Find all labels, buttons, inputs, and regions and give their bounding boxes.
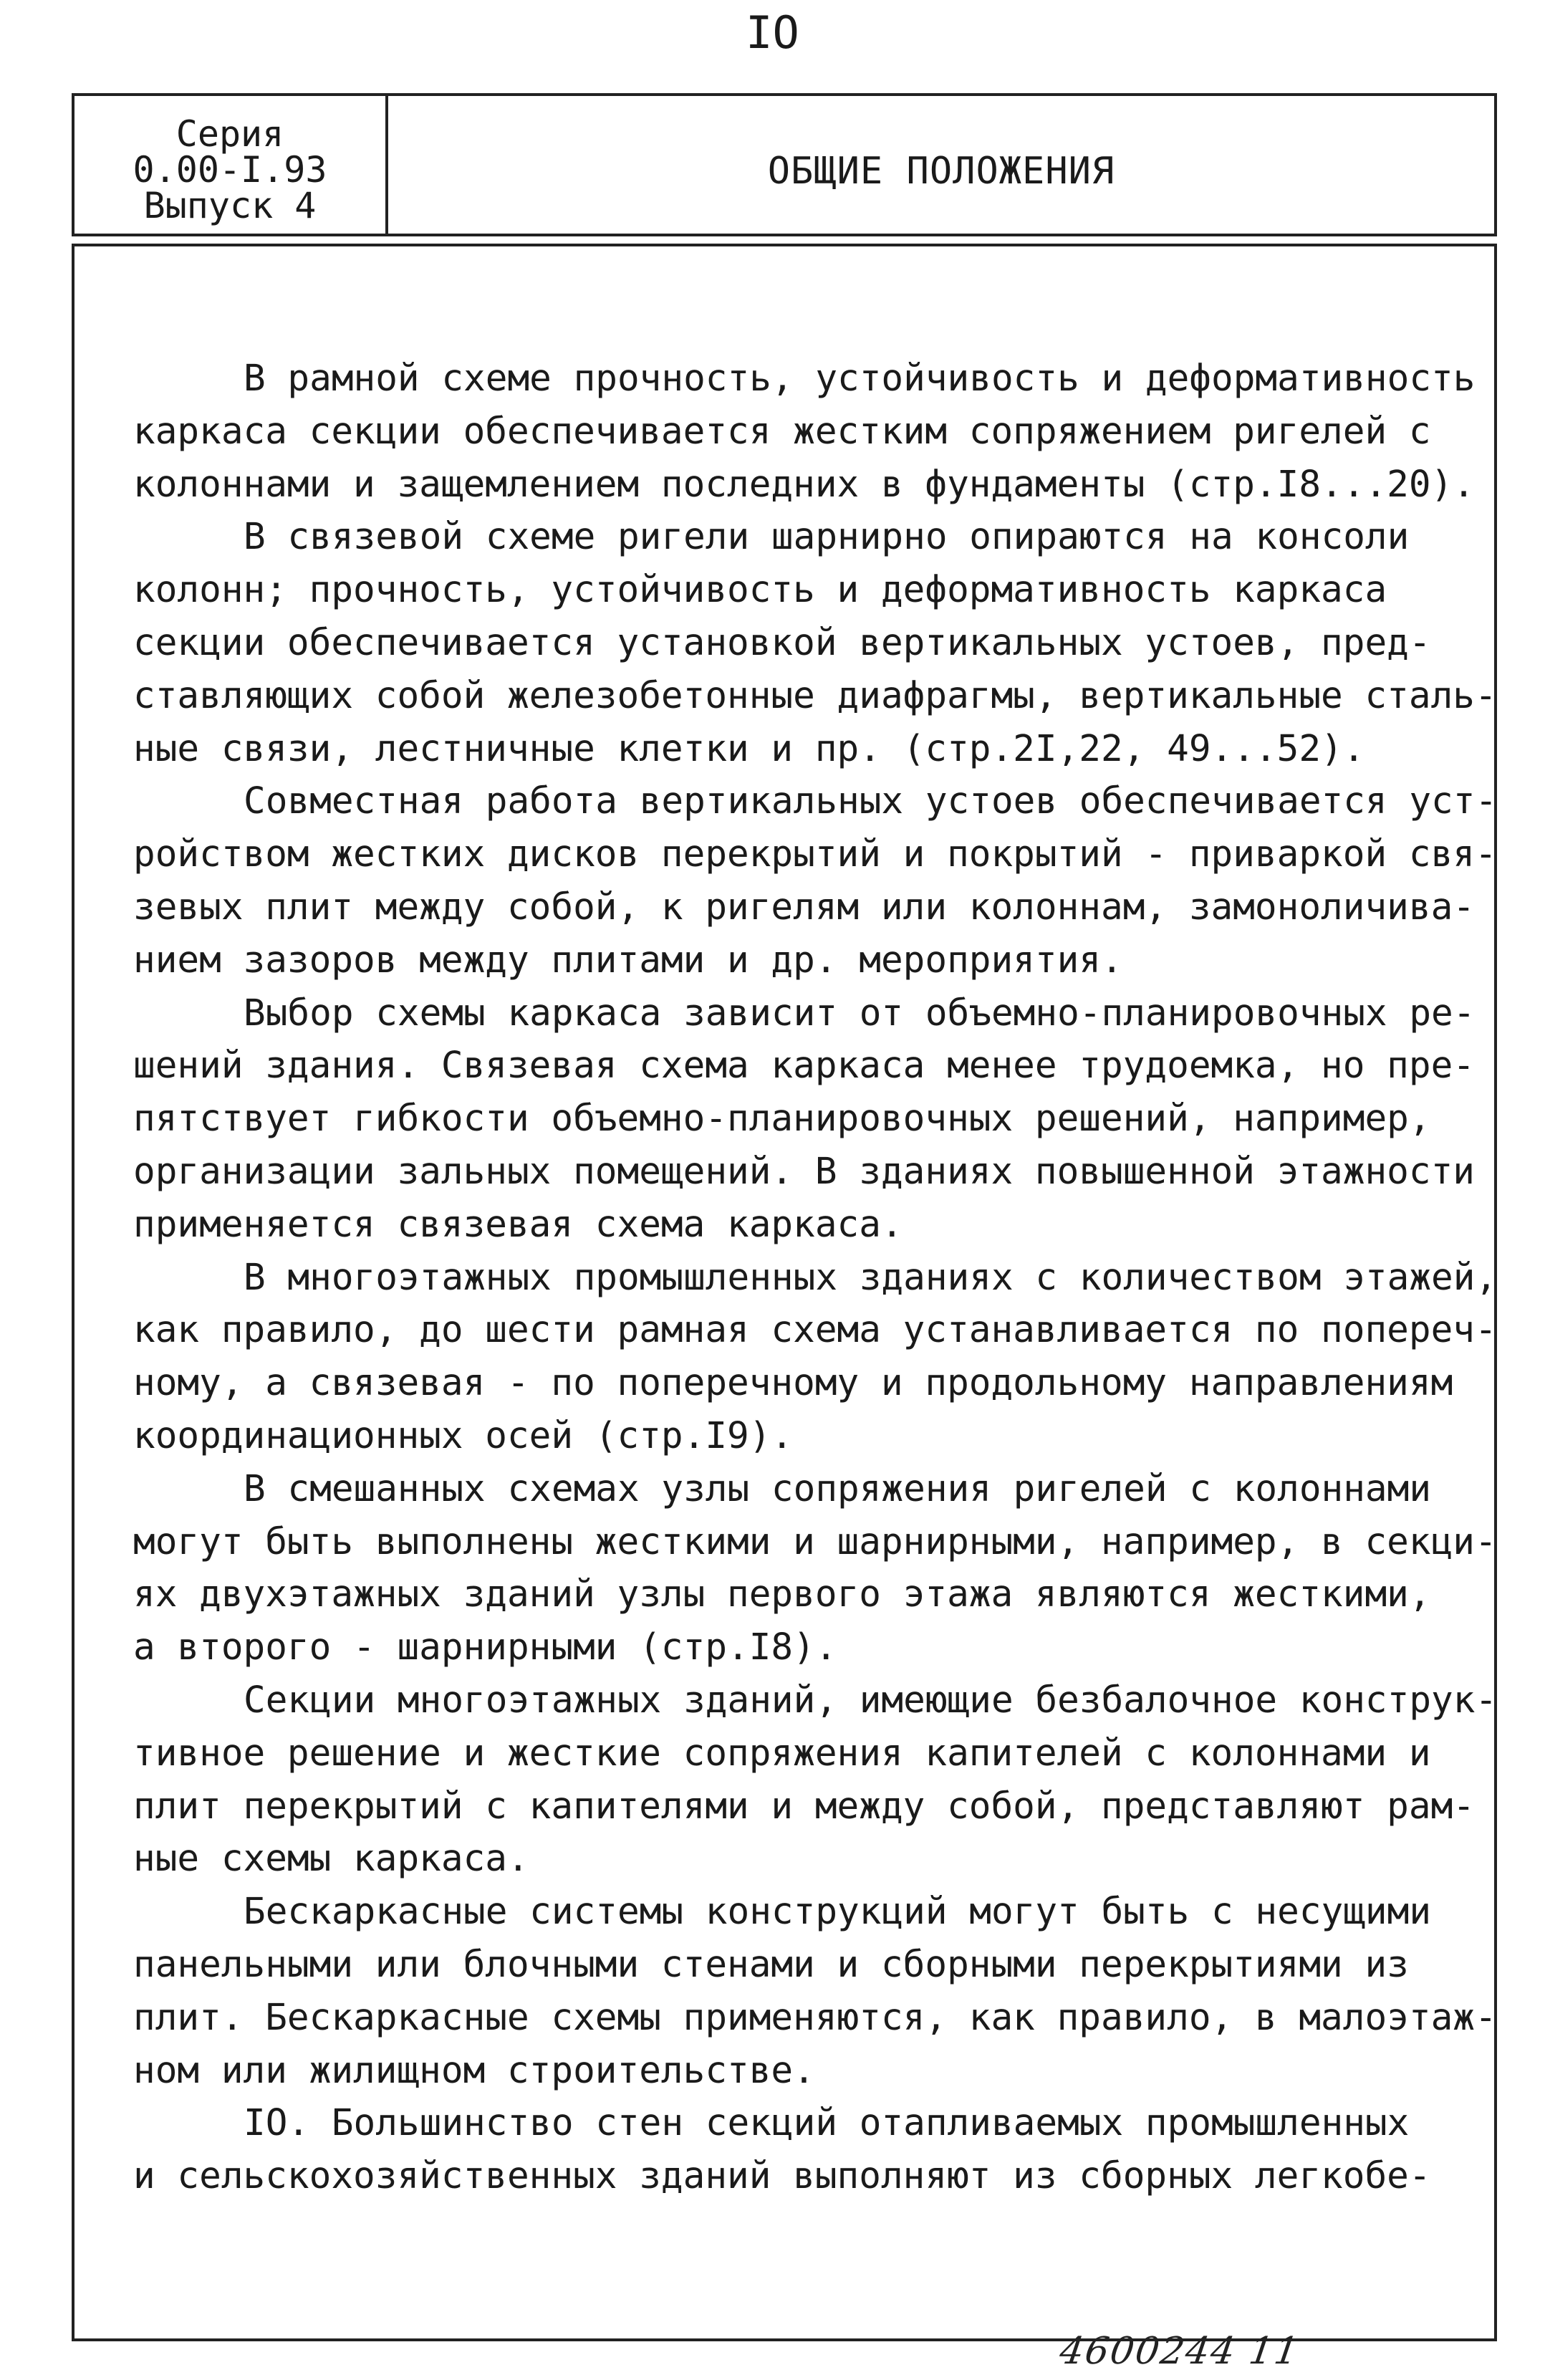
text-line: координационных осей (стр.I9). [133, 1414, 794, 1457]
text-line: ные схемы каркаса. [133, 1838, 529, 1881]
text-line: В связевой схеме ригели шарнирно опираются на консоли [244, 516, 1410, 559]
series-box [74, 96, 388, 234]
text-line: Совместная работа вертикальных устоев обеспечивается уст- [244, 780, 1498, 823]
body-text [133, 352, 1498, 2203]
text-line: организации зальных помещений. В зданиях повышенной этажности [133, 1150, 1475, 1193]
text-line: ном или жилищном строительстве. [133, 2049, 815, 2092]
text-line: и сельскохозяйственных зданий выполняют из сборных легкобе- [133, 2155, 1431, 2198]
issue-label: Выпуск 4 [143, 185, 317, 226]
series-label: Серия [175, 113, 284, 155]
text-line: ях двухэтажных зданий узлы первого этажа являются жесткими, [133, 1573, 1431, 1616]
series-code: 0.00-I.93 [133, 149, 327, 191]
text-line: зевых плит между собой, к ригелям или колоннам, замоноличива- [133, 886, 1475, 929]
text-line: В рамной схеме прочность, устойчивость и деформативность [244, 358, 1476, 400]
page-number: IO [746, 6, 799, 59]
text-line: пятствует гибкости объемно-планировочных решений, например, [133, 1098, 1431, 1141]
text-line: могут быть выполнены жесткими и шарнирными, например, в секци- [133, 1520, 1497, 1563]
text-line: Выбор схемы каркаса зависит от объемно-планировочных ре- [244, 992, 1476, 1035]
archive-stamp: 4600244 11 [1057, 2330, 1303, 2373]
text-line: плит перекрытий с капителями и между собой, представляют рам- [133, 1785, 1475, 1828]
text-line: ные связи, лестничные клетки и пр. (стр.2I,22, 49...52). [133, 727, 1365, 770]
text-line: В многоэтажных промышленных зданиях с количеством этажей, [244, 1256, 1498, 1299]
text-frame [72, 244, 1497, 2341]
text-line: панельными или блочными стенами и сборными перекрытиями из [133, 1943, 1409, 1986]
text-line: ставляющих собой железобетонные диафрагмы, вертикальные сталь- [133, 674, 1497, 717]
text-line: IO. Большинство стен секций отапливаемых промышленных [244, 2102, 1410, 2145]
text-line: шений здания. Связевая схема каркаса менее трудоемка, но пре- [133, 1045, 1475, 1088]
section-title: ОБЩИЕ ПОЛОЖЕНИЯ [767, 150, 1115, 193]
title-block [72, 93, 1497, 236]
text-line: Секции многоэтажных зданий, имеющие безбалочное конструк- [244, 1679, 1498, 1722]
text-line: нием зазоров между плитами и др. мероприятия. [133, 939, 1123, 982]
text-line: В смешанных схемах узлы сопряжения ригелей с колоннами [244, 1467, 1432, 1510]
text-line: применяется связевая схема каркаса. [133, 1203, 903, 1246]
text-line: Бескаркасные системы конструкций могут быть с несущими [244, 1891, 1432, 1934]
text-line: ройством жестких дисков перекрытий и покрытий - приваркой свя- [133, 833, 1497, 876]
text-line: плит. Бескаркасные схемы применяются, как правило, в малоэтаж- [133, 1996, 1497, 2039]
text-line: как правило, до шести рамная схема устанавливается по попереч- [133, 1309, 1497, 1352]
text-line: а второго - шарнирными (стр.I8). [133, 1626, 837, 1669]
text-line: колоннами и защемлением последних в фундаменты (стр.I8...20). [133, 463, 1475, 506]
text-line: тивное решение и жесткие сопряжения капителей с колоннами и [133, 1732, 1431, 1775]
text-line: колонн; прочность, устойчивость и деформативность каркаса [133, 569, 1387, 612]
text-line: ному, а связевая - по поперечному и продольному направлениям [133, 1362, 1453, 1405]
text-line: секции обеспечивается установкой вертикальных устоев, пред- [133, 621, 1431, 664]
text-line: каркаса секции обеспечивается жестким сопряжением ригелей с [133, 410, 1431, 453]
